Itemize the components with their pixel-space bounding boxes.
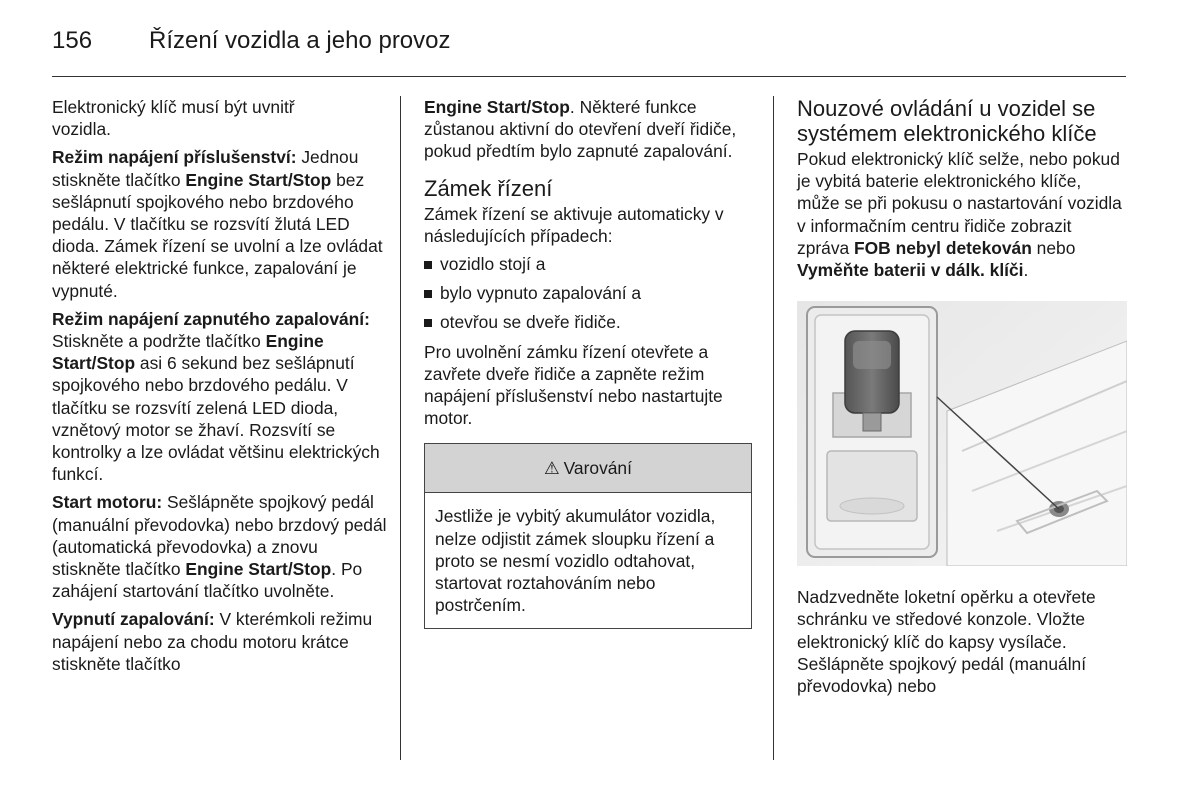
message-replace-battery: Vyměňte baterii v dálk. klíči [797,260,1024,281]
column-2 [424,96,764,629]
chapter-title: Řízení vozidla a jeho provoz [149,27,451,54]
emergency-heading: Nouzové ovládání u vozidel se systémem elektronického klíče [797,96,1097,146]
column-divider-1 [400,96,401,760]
bullet-icon [424,319,432,327]
emergency-text-3: . [1023,260,1029,281]
list-item: bylo vypnuto zapalování a [424,282,764,304]
console-pocket-image [797,301,1127,566]
ignition-mode-paragraph [52,308,388,486]
intro-line-2: vozidla. [52,119,111,140]
column-divider-2 [773,96,774,760]
list-item: otevřou se dveře řidiče. [424,311,764,333]
warning-triangle-icon: ⚠ [544,458,560,479]
warning-text: Jestliže je vybitý akumulátor vozidla, nelze odjistit zámek sloupku řízení a proto se nesmí vozidlo odtahovat, startovat roztahováním nebo postrčením. [435,506,716,616]
page-number: 156 [52,27,93,54]
emergency-paragraph [797,148,1127,281]
engine-start-button-name: Engine Start/Stop [185,559,332,580]
ignition-off-paragraph [52,608,388,675]
steering-lock-heading: Zámek řízení [424,175,553,201]
warning-box [424,443,752,629]
ignition-off-text: V kterémkoli režimu napájení nebo za chodu motoru krátce stiskněte tlačítko [52,609,373,674]
header-divider [52,76,1126,77]
continued-button-name: Engine Start/Stop [424,97,570,117]
steering-lock-list [424,253,764,334]
accessory-mode-text-2: bez sešlápnutí spojkového nebo brzdového pedálu. V tlačítku se rozsvítí žlutá LED dioda. Zámek řízení se uvolní a lze ovládat některé elektrické funkce, zapalování je vypnuté. [52,169,383,301]
continued-paragraph [424,96,764,163]
intro-paragraph [52,96,388,140]
page-header [52,24,1128,78]
engine-start-paragraph [52,491,388,602]
insert-key-paragraph: Nadzvedněte loketní opěrku a otevřete schránku ve středové konzole. Vložte elektronický klíč do kapsy vysílače. Sešlápněte spojkový pedál (manuální převodovka) nebo [797,587,1096,697]
engine-start-text-1: Sešlápněte spojkový pedál (manuální převodovka) nebo brzdový pedál (automatická převodovka) a znovu stiskněte tlačítko [52,492,387,580]
bullet-icon [424,261,432,269]
ignition-off-label: Vypnutí zapalování: [52,609,215,630]
column-1 [52,96,388,681]
intro-line-1: Elektronický klíč musí být uvnitř [52,97,295,117]
ignition-mode-text-1: Stiskněte a podržte tlačítko [52,331,266,352]
engine-start-text-2: . Po zahájení startování tlačítko uvolněte. [52,559,363,602]
list-item: vozidlo stojí a [424,253,764,275]
ignition-mode-label: Režim napájení zapnutého zapalování: [52,308,370,329]
accessory-mode-paragraph [52,146,388,301]
key-pocket-illustration [797,301,1127,566]
emergency-text-2: nebo [1031,237,1076,258]
message-fob-not-detected: FOB nebyl detekován [854,237,1032,258]
column-3 [797,96,1127,703]
lock-release-paragraph: Pro uvolnění zámku řízení otevřete a zavřete dveře řidiče a zapněte režim napájení příslušenství nebo nastartujte motor. [424,341,723,429]
bullet-icon [424,290,432,298]
engine-start-label: Start motoru: [52,492,163,513]
emergency-text-1: Pokud elektronický klíč selže, nebo pokud je vybitá baterie elektronického klíče, může se při pokusu o nastartování vozidla v informačním centru řidiče zobrazit zpráva [797,149,1122,258]
ignition-mode-button-name: Engine Start/Stop [52,331,324,374]
ignition-mode-text-2: asi 6 sekund bez sešlápnutí spojkového nebo brzdového pedálu. V tlačítku se rozsvítí zelená LED dioda, vznětový motor se žhaví. Rozsvítí se kontrolky a lze ovládat většinu elektrických funkcí. [52,353,380,485]
continued-text: . Některé funkce zůstanou aktivní do otevření dveří řidiče, pokud předtím bylo zapnuté zapalování. [424,97,737,162]
accessory-mode-text-1: Jednou stiskněte tlačítko [52,147,359,190]
accessory-mode-label: Režim napájení příslušenství: [52,147,297,168]
warning-title: Varování [563,458,632,479]
steering-lock-intro: Zámek řízení se aktivuje automaticky v následujících případech: [424,203,724,246]
warning-header [425,444,751,493]
accessory-mode-button-name: Engine Start/Stop [185,169,332,190]
